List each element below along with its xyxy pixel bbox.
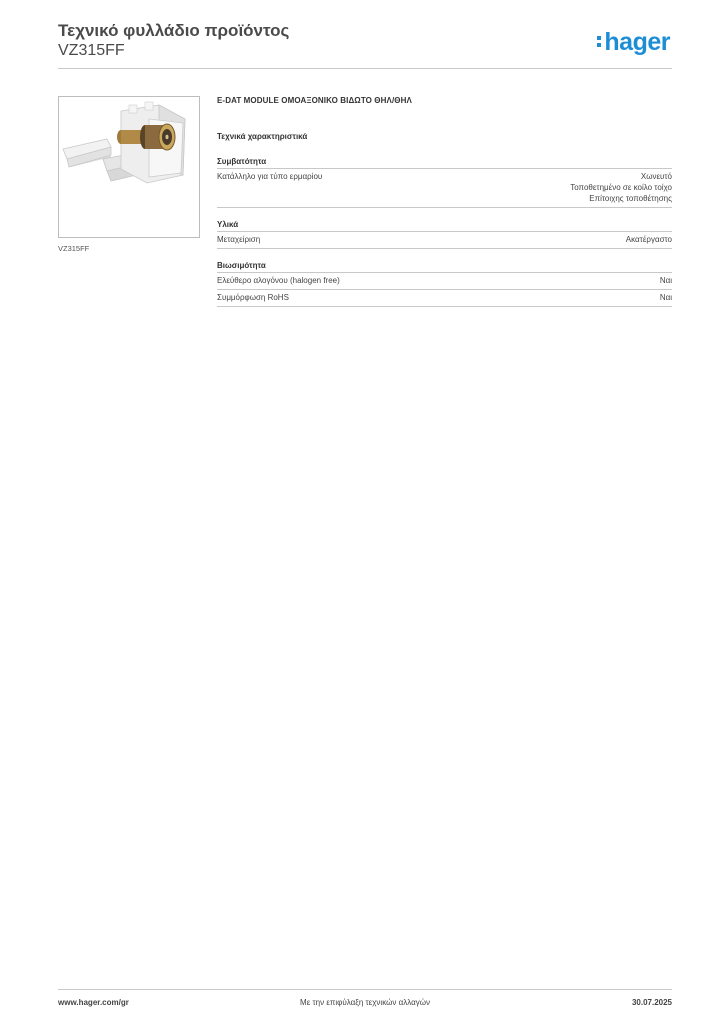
spec-label: Μεταχείριση <box>217 235 261 244</box>
section-sustainability <box>217 261 672 307</box>
spec-row <box>217 232 672 249</box>
spec-values <box>570 171 672 204</box>
spec-label: Κατάλληλο για τύπο ερμαρίου <box>217 172 323 181</box>
header-divider <box>58 68 672 69</box>
spec-label: Συμμόρφωση RoHS <box>217 293 289 302</box>
footer-date: 30.07.2025 <box>631 998 672 1007</box>
spec-value: Ακατέργαστο <box>625 235 672 244</box>
logo-colon-icon <box>597 33 602 50</box>
section-title: Συμβατότητα <box>217 157 672 169</box>
spec-value: Χωνευτό <box>640 172 672 181</box>
product-image <box>58 96 200 238</box>
spec-value: Ναι <box>659 276 672 285</box>
spec-row <box>217 273 672 290</box>
section-materials <box>217 220 672 249</box>
footer-notice: Με την επιφύλαξη τεχνικών αλλαγών <box>300 998 430 1007</box>
spec-row <box>217 290 672 307</box>
spec-values <box>660 275 672 286</box>
product-title: E-DAT MODULE ΟΜΟΑΞΟΝΙΚΟ ΒΙΔΩΤΟ ΘΗΛ/ΘΗΛ <box>217 96 412 105</box>
section-title: Βιωσιμότητα <box>217 261 672 273</box>
specs-heading: Τεχνικά χαρακτηριστικά <box>217 132 308 141</box>
footer-divider <box>58 989 672 990</box>
document-title: Τεχνικό φυλλάδιο προϊόντος <box>58 21 290 40</box>
image-caption: VZ315FF <box>58 244 90 253</box>
spec-values <box>660 292 672 303</box>
product-code: VZ315FF <box>58 42 125 59</box>
spec-value: Ναι <box>659 293 672 302</box>
spec-value: Τοποθετημένο σε κοίλο τοίχο <box>570 183 672 192</box>
coaxial-module-icon <box>59 97 199 237</box>
section-title: Υλικά <box>217 220 672 232</box>
spec-row <box>217 169 672 208</box>
spec-label: Ελεύθερο αλογόνου (halogen free) <box>217 276 340 285</box>
spec-value: Επίτοιχης τοποθέτησης <box>589 194 672 203</box>
hager-logo <box>597 28 670 56</box>
page-header <box>58 20 672 70</box>
spec-values <box>626 234 672 245</box>
footer-website-link[interactable]: www.hager.com/gr <box>58 998 129 1007</box>
section-compatibility <box>217 157 672 208</box>
product-details <box>217 96 672 319</box>
logo-text: hager <box>604 28 670 56</box>
